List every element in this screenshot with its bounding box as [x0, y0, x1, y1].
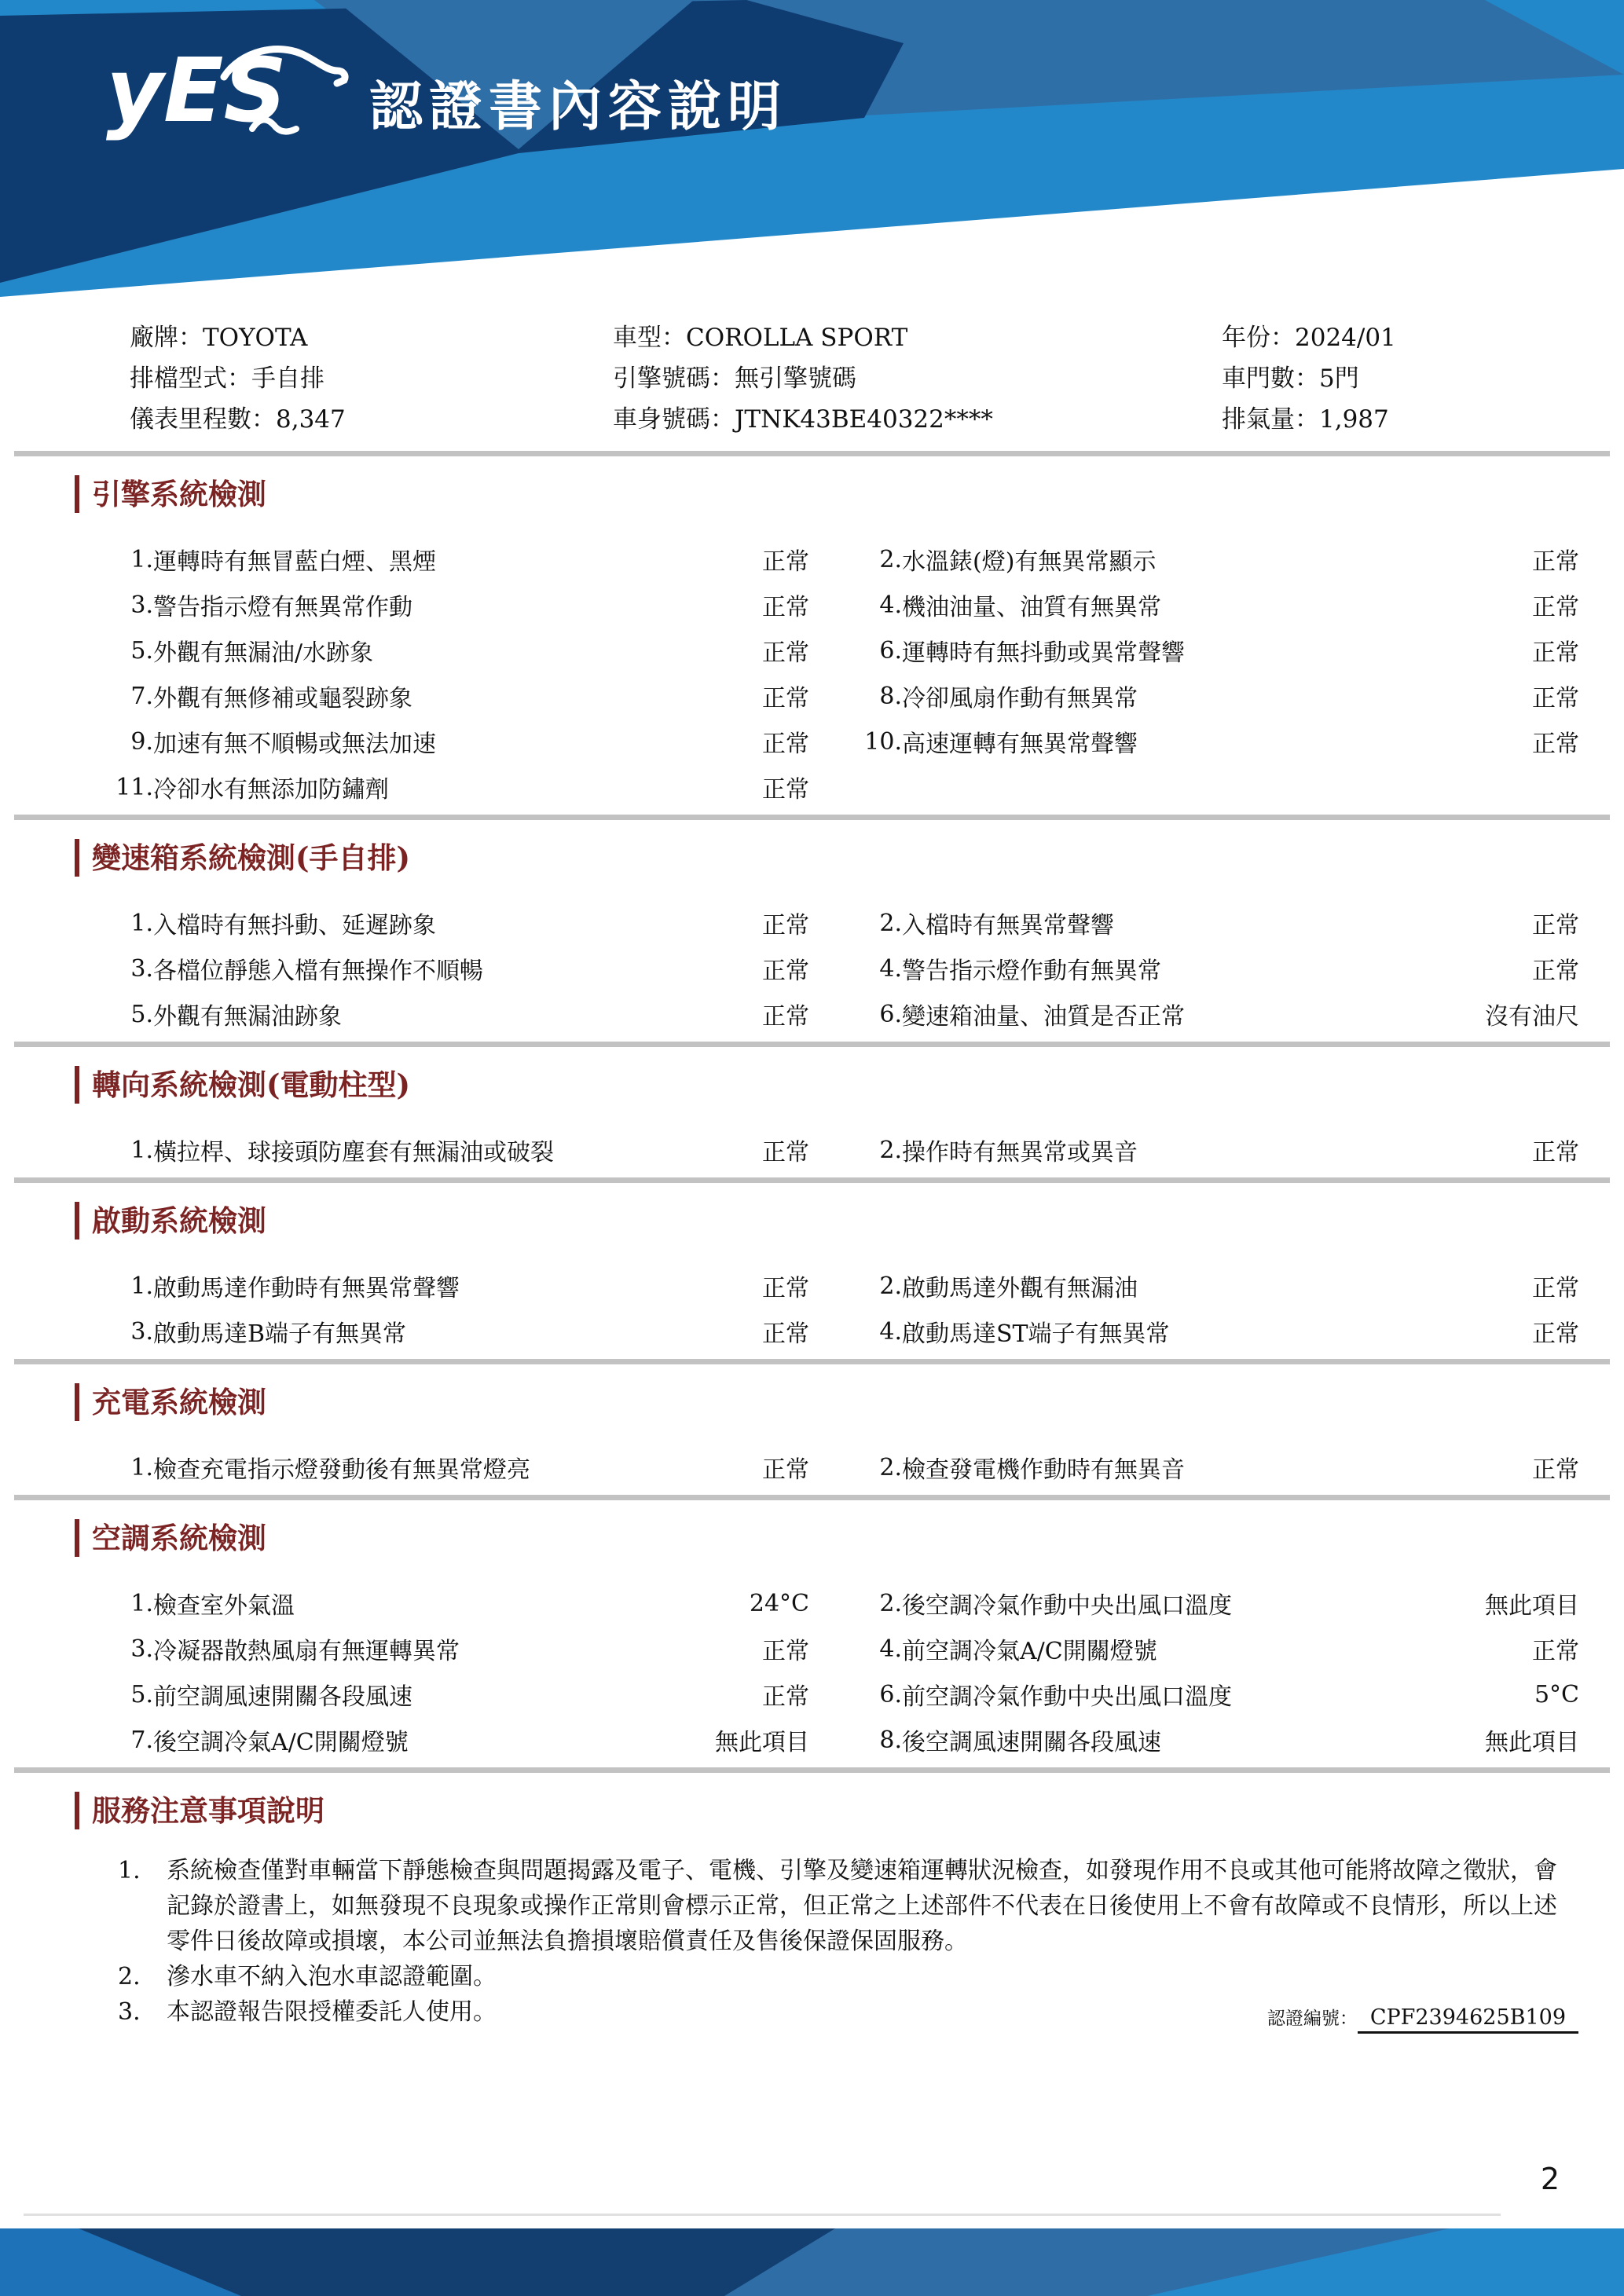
item-result: 正常	[1532, 958, 1579, 985]
section-divider	[14, 1177, 1610, 1183]
inspection-row: 1. 檢查室外氣溫 24°C 2. 後空調冷氣作動中央出風口溫度 無此項目	[0, 1580, 1624, 1626]
item-result: 正常	[1532, 1456, 1579, 1484]
item-result: 正常	[762, 731, 809, 758]
logo-text: yES	[106, 40, 288, 142]
item-result: 正常	[762, 639, 809, 667]
inspection-row: 7. 後空調冷氣A/C開關燈號 無此項目 8. 後空調風速開關各段風速 無此項目	[0, 1717, 1624, 1763]
item-result: 正常	[1532, 731, 1579, 758]
item-result: 正常	[762, 594, 809, 621]
item-label: 後空調風速開關各段風速	[902, 1729, 1161, 1756]
vehicle-vin: 車身號碼：JTNK43BE40322****	[613, 405, 993, 434]
section-title: 轉向系統檢測(電動柱型)	[75, 1066, 1624, 1104]
item-result: 正常	[762, 776, 809, 804]
item-result: 正常	[1532, 912, 1579, 939]
note-item: 1. 系統檢查僅對車輛當下靜態檢查與問題揭露及電子、電機、引擎及變速箱運轉狀況檢查，如發現作用不良或其他可能將故障之徵狀，會記錄於證書上，如無發現不良現象或操作正常則會標示正常，但正常之上述部件不代表在日後使用上不會有故障或不良情形，所以上述零件日後故障或損壞，本公司並無法負擔損壞賠償責任及售後保證保固服務。	[118, 1857, 1557, 1955]
item-label: 啟動馬達ST端子有無異常	[902, 1320, 1170, 1348]
item-label: 運轉時有無冒藍白煙、黑煙	[153, 548, 436, 576]
item-result: 正常	[1532, 639, 1579, 667]
section-steering	[0, 1066, 1624, 1173]
item-label: 外觀有無漏油/水跡象	[153, 639, 374, 667]
item-result: 正常	[1532, 685, 1579, 712]
section-engine	[0, 475, 1624, 810]
item-label: 啟動馬達外觀有無漏油	[902, 1275, 1138, 1302]
page-title: 認證書內容說明	[369, 76, 788, 138]
item-label: 冷凝器散熱風扇有無運轉異常	[153, 1638, 460, 1665]
item-label: 檢查發電機作動時有無異音	[902, 1456, 1185, 1484]
section-divider	[14, 451, 1610, 456]
vehicle-transmission-type: 排檔型式：手自排	[130, 364, 324, 393]
item-label: 前空調冷氣作動中央出風口溫度	[902, 1683, 1232, 1711]
section-ac	[0, 1519, 1624, 1763]
section-divider	[14, 1495, 1610, 1500]
inspection-row: 9. 加速有無不順暢或無法加速 正常 10. 高速運轉有無異常聲響 正常	[0, 719, 1624, 764]
inspection-row: 3. 警告指示燈有無異常作動 正常 4. 機油油量、油質有無異常 正常	[0, 582, 1624, 628]
item-result: 正常	[762, 1003, 809, 1031]
item-label: 啟動馬達B端子有無異常	[153, 1320, 407, 1348]
item-result: 正常	[1532, 594, 1579, 621]
item-result: 正常	[762, 1456, 809, 1484]
vehicle-doors: 車門數：5門	[1222, 364, 1359, 393]
section-divider	[14, 815, 1610, 820]
vehicle-displacement: 排氣量：1,987	[1222, 405, 1389, 434]
item-label: 高速運轉有無異常聲響	[902, 731, 1138, 758]
item-label: 各檔位靜態入檔有無操作不順暢	[153, 958, 483, 985]
item-result: 正常	[762, 1638, 809, 1665]
section-title: 服務注意事項說明	[75, 1792, 1624, 1829]
page-number: 2	[1540, 2162, 1560, 2196]
item-result: 正常	[762, 958, 809, 985]
inspection-row: 7. 外觀有無修補或龜裂跡象 正常 8. 冷卻風扇作動有無異常 正常	[0, 673, 1624, 719]
inspection-row: 3. 啟動馬達B端子有無異常 正常 4. 啟動馬達ST端子有無異常 正常	[0, 1309, 1624, 1354]
inspection-row: 1. 入檔時有無抖動、延遲跡象 正常 2. 入檔時有無異常聲響 正常	[0, 900, 1624, 946]
item-label: 警告指示燈作動有無異常	[902, 958, 1161, 985]
item-label: 橫拉桿、球接頭防塵套有無漏油或破裂	[153, 1139, 554, 1166]
section-divider	[14, 1359, 1610, 1364]
section-divider	[14, 1042, 1610, 1047]
inspection-row: 11. 冷卻水有無添加防鏽劑 正常	[0, 764, 1624, 810]
section-service-notes	[0, 1792, 1624, 2030]
item-label: 機油油量、油質有無異常	[902, 594, 1161, 621]
vehicle-info-block	[0, 298, 1624, 451]
item-result: 正常	[762, 1683, 809, 1711]
certificate-number: 認證編號： CPF2394625B109	[1267, 1999, 1578, 2037]
section-title: 變速箱系統檢測(手自排)	[75, 839, 1624, 877]
item-label: 外觀有無漏油跡象	[153, 1003, 342, 1031]
inspection-row: 3. 冷凝器散熱風扇有無運轉異常 正常 4. 前空調冷氣A/C開關燈號 正常	[0, 1626, 1624, 1672]
item-label: 水溫錶(燈)有無異常顯示	[902, 548, 1157, 576]
item-result: 正常	[762, 1275, 809, 1302]
inspection-row: 1. 檢查充電指示燈發動後有無異常燈亮 正常 2. 檢查發電機作動時有無異音 正常	[0, 1445, 1624, 1490]
vehicle-engine-no: 引擎號碼：無引擎號碼	[613, 364, 856, 393]
item-result: 正常	[1532, 1638, 1579, 1665]
item-label: 加速有無不順暢或無法加速	[153, 731, 436, 758]
yes-car-logo-icon	[106, 33, 350, 143]
inspection-row: 5. 外觀有無漏油跡象 正常 6. 變速箱油量、油質是否正常 沒有油尺	[0, 991, 1624, 1037]
item-result: 無此項目	[715, 1729, 809, 1756]
item-result: 正常	[1532, 1275, 1579, 1302]
item-result: 24°C	[749, 1589, 809, 1617]
item-result: 正常	[762, 1320, 809, 1348]
vehicle-brand: 廠牌：TOYOTA	[130, 324, 308, 352]
item-label: 入檔時有無抖動、延遲跡象	[153, 912, 436, 939]
section-divider	[14, 1767, 1610, 1773]
item-result: 正常	[1532, 1139, 1579, 1166]
vehicle-year: 年份：2024/01	[1222, 324, 1396, 352]
inspection-row: 5. 外觀有無漏油/水跡象 正常 6. 運轉時有無抖動或異常聲響 正常	[0, 628, 1624, 673]
section-title: 引擎系統檢測	[75, 475, 1624, 513]
vehicle-model: 車型：COROLLA SPORT	[613, 324, 908, 352]
note-item: 2. 滲水車不納入泡水車認證範圍。	[118, 1963, 497, 1990]
item-result: 正常	[1532, 1320, 1579, 1348]
section-title: 啟動系統檢測	[75, 1202, 1624, 1240]
section-starter	[0, 1202, 1624, 1354]
item-label: 檢查充電指示燈發動後有無異常燈亮	[153, 1456, 530, 1484]
item-label: 後空調冷氣A/C開關燈號	[153, 1729, 409, 1756]
section-charging	[0, 1383, 1624, 1490]
item-result: 5°C	[1534, 1680, 1579, 1708]
item-label: 入檔時有無異常聲響	[902, 912, 1114, 939]
item-label: 啟動馬達作動時有無異常聲響	[153, 1275, 460, 1302]
footer-divider	[24, 2214, 1501, 2216]
section-title: 空調系統檢測	[75, 1519, 1624, 1557]
item-label: 前空調風速開關各段風速	[153, 1683, 412, 1711]
item-label: 前空調冷氣A/C開關燈號	[902, 1638, 1157, 1665]
item-label: 操作時有無異常或異音	[902, 1139, 1138, 1166]
item-result: 無此項目	[1485, 1729, 1579, 1756]
item-result: 正常	[762, 1139, 809, 1166]
inspection-row: 5. 前空調風速開關各段風速 正常 6. 前空調冷氣作動中央出風口溫度 5°C	[0, 1672, 1624, 1717]
item-label: 冷卻水有無添加防鏽劑	[153, 776, 389, 804]
inspection-row: 1. 啟動馬達作動時有無異常聲響 正常 2. 啟動馬達外觀有無漏油 正常	[0, 1263, 1624, 1309]
note-item: 3. 本認證報告限授權委託人使用。 認證編號： CPF2394625B109	[0, 1994, 1624, 2030]
item-label: 運轉時有無抖動或異常聲響	[902, 639, 1185, 667]
item-label: 後空調冷氣作動中央出風口溫度	[902, 1592, 1232, 1620]
item-result: 無此項目	[1485, 1592, 1579, 1620]
header-banner	[0, 0, 1624, 298]
item-label: 檢查室外氣溫	[153, 1592, 295, 1620]
footer-banner	[0, 2228, 1624, 2296]
section-title: 充電系統檢測	[75, 1383, 1624, 1421]
inspection-row: 1. 運轉時有無冒藍白煙、黑煙 正常 2. 水溫錶(燈)有無異常顯示 正常	[0, 536, 1624, 582]
vehicle-odometer: 儀表里程數：8,347	[130, 405, 346, 434]
item-result: 正常	[762, 548, 809, 576]
item-result: 正常	[1532, 548, 1579, 576]
item-label: 變速箱油量、油質是否正常	[902, 1003, 1185, 1031]
item-label: 警告指示燈有無異常作動	[153, 594, 412, 621]
item-result: 正常	[762, 685, 809, 712]
inspection-row: 1. 橫拉桿、球接頭防塵套有無漏油或破裂 正常 2. 操作時有無異常或異音 正常	[0, 1127, 1624, 1173]
item-result: 沒有油尺	[1485, 1003, 1579, 1031]
item-label: 外觀有無修補或龜裂跡象	[153, 685, 412, 712]
item-result: 正常	[762, 912, 809, 939]
item-label: 冷卻風扇作動有無異常	[902, 685, 1138, 712]
section-transmission	[0, 839, 1624, 1037]
inspection-row: 3. 各檔位靜態入檔有無操作不順暢 正常 4. 警告指示燈作動有無異常 正常	[0, 946, 1624, 991]
